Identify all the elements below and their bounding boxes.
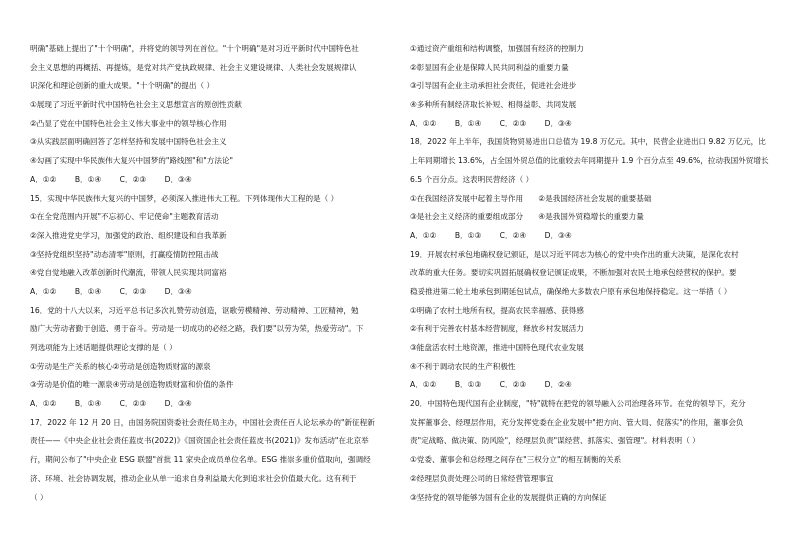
- option-d: D．③④: [544, 118, 572, 128]
- q20-stem: 发挥董事会、经理层作用，充分发挥党委在企业发展中"把方向、管大局、促落实"的作用，董事会负: [410, 417, 744, 427]
- q15-stem: 15．实现中华民族伟大复兴的中国梦，必须深入推进伟大工程。下列体现伟大工程的是（ ）: [30, 193, 339, 203]
- q17-item: ③引导国有企业主动承担社会责任，促进社会进步: [410, 81, 577, 91]
- q17-item: ①通过资产重组和结构调整，加强国有经济的控制力: [410, 44, 584, 53]
- q16-item: ③劳动是价值的唯一源泉④劳动是创造物质财富和价值的条件: [30, 380, 234, 390]
- q17-stem: （ ）: [30, 492, 48, 502]
- q15-item: ④党自觉地融入改革创新时代潮流，带领人民实现共同富裕: [30, 268, 227, 278]
- left-column: [30, 40, 398, 507]
- option-c: C．②③: [119, 399, 147, 409]
- intro-line: 会主义思想的再概括、再提炼，是党对共产党执政规律、社会主义建设规律、人类社会发展规律认: [30, 62, 357, 72]
- q14-item: ②凸显了党在中国特色社会主义伟大事业中的领导核心作用: [30, 118, 227, 128]
- option-a: A．①②: [410, 380, 437, 390]
- q14-item: ①展现了习近平新时代中国特色社会主义思想宣言的原创性贡献: [30, 100, 242, 110]
- q18-stem: 18．2022 年上半年，我国货物贸易进出口总值为 19.8 万亿元。其中，民营企业进出口 9.82 万亿元，比: [410, 137, 766, 147]
- q19-item: ①明确了农村土地所有权，提高农民幸福感、获得感: [410, 305, 584, 315]
- q18-stem: 6.5 个百分点。这表明民营经济（ ）: [410, 174, 534, 184]
- q17-stem: 行，期间公布了"中央企业 ESG 联盟"首批 11 家央企成员单位名单。ESG 推崇多重价值取向，强调经: [30, 455, 371, 465]
- option-b: B．①④: [74, 174, 102, 184]
- q17-stem: 17．2022 年 12 月 20 日，由国务院国资委社会责任局主办，中国社会责任百人论坛承办的"新征程新: [30, 417, 375, 427]
- intro-line: 明确"基础上提出了"十个明确"，并将党的领导列在首位。"十个明确"是对习近平新时代中国特色社: [30, 44, 359, 53]
- q17-options: [410, 115, 778, 134]
- q16-stem: 励广大劳动者勤于创造、勇于奋斗。劳动是一切成功的必经之路，我们要"以劳为荣，热爱劳动"。下: [30, 324, 364, 334]
- option-b: B．①③: [454, 380, 482, 390]
- q14-options: [30, 171, 398, 190]
- q20-stem: 20．中国特色现代国有企业制度，"特"就特在把党的领导融入公司治理各环节。在党的领导下，充分: [410, 399, 746, 409]
- option-c: C．②③: [499, 118, 527, 128]
- intro-line: 识深化和理论创新的重大成果。"十个明确"的提出（ ）: [30, 81, 215, 91]
- q18-item: ③是社会主义经济的重要组成部分 ④是我国外贸稳增长的重要力量: [410, 212, 644, 222]
- q14-item: ③从实践层面明确回答了怎样坚持和发展中国特色社会主义: [30, 137, 227, 147]
- q15-item: ②深入推进党史学习，加强党的政治、组织建设和自我革新: [30, 230, 227, 240]
- option-b: B．①③: [454, 230, 482, 240]
- q16-item: ①劳动是生产关系的核心②劳动是创造物质财富的源泉: [30, 361, 211, 371]
- q19-stem: 稳妥推进第二轮土地承包到期延包试点，确保绝大多数农户原有承包地保持稳定。这一举措（ ）: [410, 286, 732, 296]
- q19-options: [410, 376, 778, 395]
- q14-item: ④勾画了实现中华民族伟大复兴中国梦的"路线图"和"方法论": [30, 156, 234, 166]
- q18-stem: 上年同期增长 13.6%，占全国外贸总值的比重较去年同期提升 1.9 个百分点至 49.6%，拉动我国外贸增长: [410, 156, 769, 166]
- q16-stem: 16．党的十八大以来，习近平总书记多次礼赞劳动创造，讴歌劳模精神、劳动精神、工匠精神，勉: [30, 305, 359, 315]
- q16-stem: 列选项能为上述话题提供理论支撑的是（ ）: [30, 343, 177, 352]
- q17-item: ④多种所有制经济取长补短、相得益彰、共同发展: [410, 100, 577, 110]
- option-b: B．①④: [74, 286, 102, 296]
- option-d: D．③④: [164, 399, 192, 409]
- q17-stem: 济、环境、社会协调发展，推动企业从单一追求自身利益最大化到追求社会价值最大化。这有利于: [30, 473, 357, 483]
- option-a: A．①②: [30, 286, 57, 296]
- q15-item: ③坚持党组织坚持"动态清零"原则，打赢疫情防控阻击战: [30, 249, 219, 259]
- q20-item: ②经理层负责处理公司的日常经营管理事宜: [410, 473, 554, 483]
- option-d: D．②④: [544, 380, 572, 390]
- q19-item: ④不利于调动农民的生产积极性: [410, 361, 516, 371]
- option-d: D．③④: [544, 230, 572, 240]
- option-d: D．③④: [164, 286, 192, 296]
- q17-stem: 责任——《中央企业社会责任蓝皮书(2022)》《国资国企社会责任蓝皮书(2021)》发布活动"在北京举: [30, 436, 369, 446]
- option-a: A．①②: [30, 174, 57, 184]
- q19-stem: 改革的重大任务。要切实巩固拓展确权登记颁证成果，不断加强对农民土地承包经营权的保护。要: [410, 268, 737, 278]
- q16-options: [30, 395, 398, 414]
- right-column: [410, 40, 778, 507]
- option-c: C．②③: [119, 286, 147, 296]
- q15-options: [30, 283, 398, 302]
- option-a: A．①②: [410, 230, 437, 240]
- q20-stem: 责"定战略、做决策、防风险"，经理层负责"谋经营、抓落实、强管理"。材料表明（ ）: [410, 436, 700, 446]
- q20-item: ①党委、董事会和总经理之间存在"三权分立"的相互制衡的关系: [410, 455, 622, 465]
- q15-item: ①在全党范围内开展"不忘初心、牢记使命"主题教育活动: [30, 212, 219, 222]
- q19-stem: 19．开展农村承包地确权登记颁证，是以习近平同志为核心的党中央作出的重大决策，是深化农村: [410, 249, 739, 259]
- q20-item: ③坚持党的领导能够为国有企业的发展提供正确的方向保证: [410, 492, 607, 502]
- option-c: C．②④: [499, 230, 527, 240]
- option-a: A．①②: [410, 118, 437, 128]
- option-b: B．①④: [454, 118, 482, 128]
- option-a: A．①②: [30, 399, 57, 409]
- option-c: C．②③: [119, 174, 147, 184]
- q18-item: ①在我国经济发展中起着主导作用 ②是我国经济社会发展的重要基础: [410, 193, 652, 203]
- option-c: C．②③: [499, 380, 527, 390]
- q18-options: [410, 227, 778, 246]
- option-b: B．①④: [74, 399, 102, 409]
- q19-item: ②有利于完善农村基本经营制度，释放乡村发展活力: [410, 324, 584, 334]
- q17-item: ②彰显国有企业是保障人民共同利益的重要力量: [410, 62, 569, 72]
- q19-item: ③能盘活农村土地资源，推进中国特色现代农业发展: [410, 343, 584, 352]
- option-d: D．③④: [164, 174, 192, 184]
